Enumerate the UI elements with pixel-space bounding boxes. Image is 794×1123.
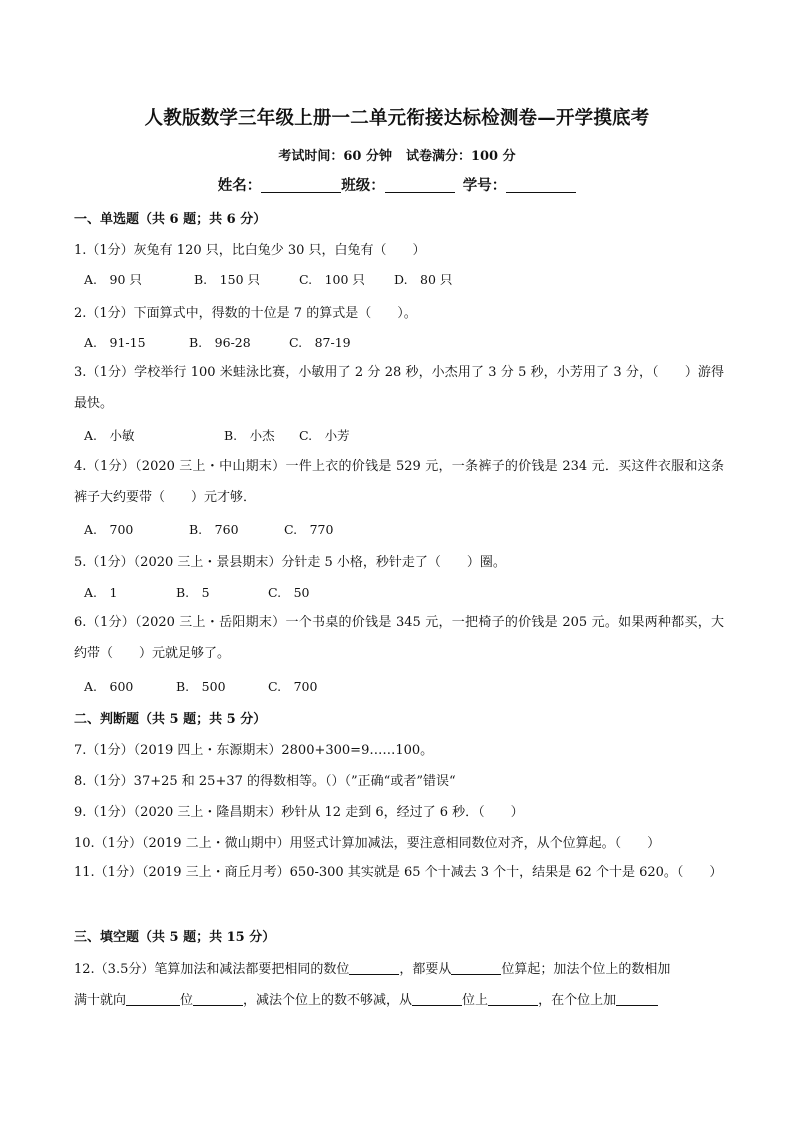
exam-title: 人教版数学三年级上册一二单元衔接达标检测卷—开学摸底考 <box>144 108 650 129</box>
exam-score: 试卷满分：100 分 <box>405 149 516 164</box>
exam-time: 考试时间：60 分钟 <box>278 149 392 164</box>
question-3: 3.（1分）学校举行 100 米蛙泳比赛，小敏用了 2 分 28 秒，小杰用了 3 分 5 秒，小芳用了 3 分，（ ）游得最快。 <box>74 365 724 411</box>
q12-blank-5[interactable] <box>412 992 462 1006</box>
question-12-line-2 <box>74 989 724 1008</box>
question-6-options <box>84 677 317 695</box>
section-title-choice: 一、单选题（共 6 题；共 6 分） <box>74 212 267 227</box>
question-8: 8.（1分）37+25 和 25+37 的得数相等。（）（”正确“或者”错误“ <box>74 774 456 789</box>
question-11: 11.（1分）（2019 三上・商丘月考）650-300 其实就是 65 个十减去 3 个十，结果是 62 个十是 620。（ ） <box>74 865 723 880</box>
name-field[interactable] <box>261 176 341 193</box>
exam-meta <box>0 145 794 164</box>
q12-text-4: 满十就向 <box>74 993 127 1008</box>
option-c[interactable]: C. 100 只 <box>299 272 365 287</box>
option-b[interactable]: B. 760 <box>189 522 239 537</box>
class-label: 班级： <box>341 177 385 194</box>
option-a[interactable]: A. 90 只 <box>84 272 142 287</box>
name-label: 姓名： <box>217 177 262 194</box>
option-b[interactable]: B. 96-28 <box>189 335 251 350</box>
q12-text-8: ，在个位上加 <box>538 993 617 1008</box>
question-5-options <box>84 583 310 601</box>
q12-text-5: 位 <box>180 993 194 1008</box>
q12-text-1: 12.（3.5分）笔算加法和减法都要把相同的数位 <box>74 962 350 977</box>
q12-blank-1[interactable] <box>349 961 399 975</box>
class-field[interactable] <box>385 176 455 193</box>
q12-blank-7[interactable] <box>616 992 658 1006</box>
q12-blank-3[interactable] <box>126 992 180 1006</box>
q12-text-6: ，减法个位上的数不够减，从 <box>243 993 413 1008</box>
option-c[interactable]: C. 770 <box>284 522 334 537</box>
id-field[interactable] <box>506 176 576 193</box>
option-b[interactable]: B. 500 <box>176 679 226 694</box>
question-6: 6.（1分）（2020 三上・岳阳期末）一个书桌的价钱是 345 元，一把椅子的价钱是 205 元。如果两种都买，大约带（ ）元就足够了。 <box>74 615 724 661</box>
q12-blank-4[interactable] <box>193 992 243 1006</box>
option-a[interactable]: A. 91-15 <box>84 335 146 350</box>
question-3-options <box>84 426 350 444</box>
question-7: 7.（1分）（2019 四上・东源期末）2800+300=9……100。 <box>74 743 434 758</box>
q12-text-3: 位算起；加法个位上的数相加 <box>501 962 671 977</box>
id-label: 学号： <box>462 177 507 194</box>
option-a[interactable]: A. 700 <box>84 522 134 537</box>
option-c[interactable]: C. 87-19 <box>289 335 351 350</box>
q12-text-2: ，都要从 <box>399 962 452 977</box>
option-b[interactable]: B. 5 <box>176 585 210 600</box>
option-a[interactable]: A. 小敏 <box>84 428 135 443</box>
q12-text-7: 位上 <box>462 993 489 1008</box>
option-c[interactable]: C. 700 <box>268 679 318 694</box>
question-1: 1.（1分）灰兔有 120 只，比白兔少 30 只，白兔有（ ） <box>74 243 426 258</box>
question-12-line-1 <box>74 958 724 977</box>
option-c[interactable]: C. 小芳 <box>299 428 350 443</box>
question-9: 9.（1分）（2020 三上・隆昌期末）秒针从 12 走到 6，经过了 6 秒．（ ） <box>74 805 524 820</box>
option-b[interactable]: B. 小杰 <box>224 428 275 443</box>
option-b[interactable]: B. 150 只 <box>194 272 260 287</box>
option-a[interactable]: A. 1 <box>84 585 118 600</box>
q12-blank-2[interactable] <box>451 961 501 975</box>
question-4-options <box>84 520 333 538</box>
student-info <box>0 174 794 195</box>
question-1-options <box>84 270 452 288</box>
question-4: 4.（1分）（2020 三上・中山期末）一件上衣的价钱是 529 元，一条裤子的价钱是 234 元．买这件衣服和这条裤子大约要带（ ）元才够． <box>74 459 724 505</box>
question-5: 5.（1分）（2020 三上・景县期末）分针走 5 小格，秒针走了（ ）圈。 <box>74 555 506 570</box>
q12-blank-6[interactable] <box>488 992 538 1006</box>
question-2-options <box>84 333 351 351</box>
question-2: 2.（1分）下面算式中，得数的十位是 7 的算式是（ ）。 <box>74 306 417 321</box>
option-c[interactable]: C. 50 <box>268 585 310 600</box>
question-10: 10.（1分）（2019 二上・微山期中）用竖式计算加减法，要注意相同数位对齐，从个位算起。（ ） <box>74 836 661 851</box>
option-d[interactable]: D. 80 只 <box>394 272 453 287</box>
section-title-judge: 二、判断题（共 5 题；共 5 分） <box>74 712 267 727</box>
section-title-fill: 三、填空题（共 5 题；共 15 分） <box>74 930 276 945</box>
option-a[interactable]: A. 600 <box>84 679 134 694</box>
